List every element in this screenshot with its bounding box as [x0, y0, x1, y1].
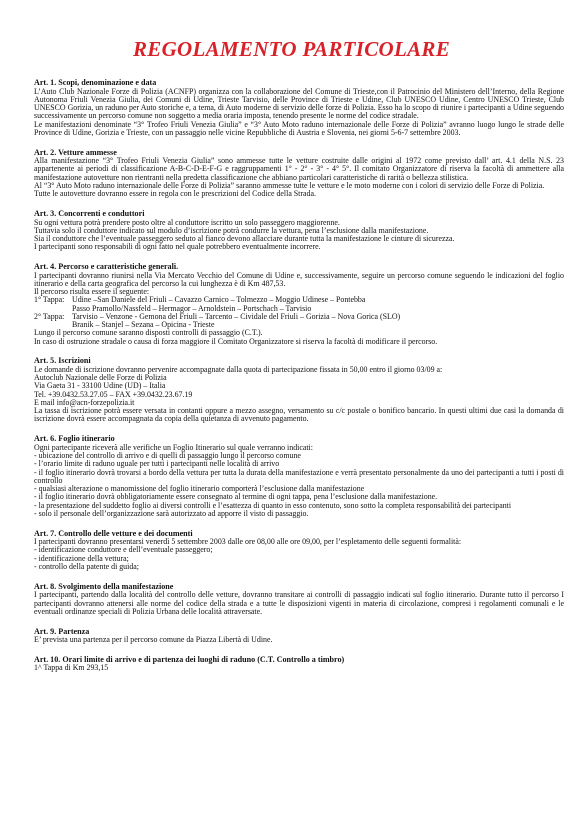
article-heading: Art. 2. Vetture ammesse: [34, 147, 117, 157]
article-section: [34, 263, 564, 346]
article-paragraph: Tuttavia solo il conduttore indicato sul modulo d’iscrizione potrà condurre la vettura, pena l’esclusione dalla manifestazione.: [34, 225, 429, 235]
article-section: [34, 79, 564, 137]
article-paragraph: In caso di ostruzione stradale o causa di forza maggiore il Comitato Organizzatore si riserva la facoltà di modificare il percorso.: [34, 336, 438, 346]
article-paragraph: I partecipanti sono responsabili di ogni fatto nel quale potrebbero eventualmente incorrere.: [34, 242, 321, 252]
article-heading: Art. 8. Svolgimento della manifestazione: [34, 581, 174, 591]
article-section: [34, 583, 564, 616]
article-section: [34, 357, 564, 423]
article-paragraph: La tassa di iscrizione potrà essere versata in contanti oppure a mezzo assegno, versamento su c/c postale o bonifico bancario. In questi ultimi due casi la domanda di iscrizione dovrà essere accompagnata da copia della quietanza di avvenuto pagamento.: [34, 406, 564, 424]
article-paragraph: Ogni partecipante riceverà alle verifiche un Foglio Itinerario sul quale verranno indicati:: [34, 442, 313, 452]
article-heading: Art. 5. Iscrizioni: [34, 356, 91, 366]
article-paragraph: - il foglio itinerario dovrà trovarsi a bordo della vettura per tutta la durata della manifestazione e verrà presentato personalmente da uno dei partecipanti a tutti i posti di controllo: [34, 467, 564, 485]
article-paragraph: Su ogni vettura potrà prendere posto oltre al conduttore iscritto un solo passeggero maggiorenne.: [34, 217, 340, 227]
article-paragraph: Al “3° Auto Moto raduno internazionale delle Forze di Polizia” saranno ammesse tutte le vetture e le moto moderne con i colori di servizio delle Forze di Polizia.: [34, 180, 545, 190]
article-heading: Art. 9. Partenza: [34, 626, 90, 636]
article-paragraph: - l’orario limite di raduno uguale per tutti i partecipanti nelle località di arrivo: [34, 459, 280, 469]
article-paragraph: Il percorso risulta essere il seguente:: [34, 287, 150, 297]
article-paragraph: - identificazione della vettura;: [34, 553, 129, 563]
article-paragraph: Tutte le autovetture dovranno essere in regola con le prescrizioni del Codice della Strada.: [34, 189, 316, 199]
article-heading: Art. 1. Scopi, denominazione e data: [34, 78, 157, 87]
article-paragraph: 1^ Tappa di Km 293,15: [34, 663, 109, 673]
article-paragraph: - solo il personale dell’organizzazione sarà autorizzato ad apporre il visto di passaggio.: [34, 508, 309, 518]
article-section: [34, 149, 564, 199]
article-heading: Art. 3. Concorrenti e conduttori: [34, 208, 145, 218]
article-paragraph: - qualsiasi alterazione o manomissione del foglio itinerario comporterà l’esclusione dalla manifestazione: [34, 484, 365, 494]
article-paragraph: - ubicazione del controllo di arrivo e di quelli di passaggio lungo il percorso comune: [34, 451, 301, 461]
route-stage-line: Udine –San Daniele del Friuli – Cavazzo Carnico – Tolmezzo – Moggio Udinese – Pontebba: [72, 295, 366, 305]
article-paragraph: I partecipanti, partendo dalla località del controllo delle vetture, dovranno transitare ai controlli di passaggio indicati sul foglio itinerario. Durante tutto il percorso I partecipanti dovranno attenersi alle norme del codice della strada e a tutte le disposizioni vigenti in materia di circolazione, compresi i regolamenti comunali e le eventuali ordinanze speciali di Polizia Urbana delle località attraversate.: [34, 590, 564, 616]
route-stage-line: Branik – Stanjel – Sezana – Opicina - Trieste: [72, 320, 215, 330]
article-paragraph: Le domande di iscrizione dovranno pervenire accompagnate dalla quota di partecipazione fissata in 50,00 entro il giorno 03/09 a:: [34, 364, 443, 374]
route-stage-label: 2° Tappa:: [34, 311, 65, 321]
article-paragraph: Tel. +39.0432.53.27.05 – FAX +39.0432.23.67.19: [34, 389, 193, 399]
regulation-body: [34, 79, 564, 684]
article-section: [34, 210, 564, 252]
article-paragraph: L’Auto Club Nazionale Forze di Polizia (ACNFP) organizza con la collaborazione del Comune di Trieste,con il Patrocinio del Ministero dell’Interno, della Regione Autonoma Friuli Venezia Giulia, dei Comuni di Udine, Trieste Tarvisio, delle Province di Trieste e Udine, Club UNESCO Udine, Centro UNESCO Trieste, Club UNESCO Gorizia, un raduno per Auto storiche e, a tema, di Auto moderne di servizio delle forze di Polizia. Esso ha lo scopo di riunire i partecipanti a Udine seguendo successivamente un percorso comune non soggetto a media oraria imposta, tenendo presente le norme del codice stradale.: [34, 86, 564, 121]
article-paragraph: Sia il conduttore che l’eventuale passeggero seduto al fianco devono allacciare durante tutta la manifestazione le cinture di sicurezza.: [34, 234, 455, 244]
article-paragraph: Autoclub Nazionale delle Forze di Polizia: [34, 373, 167, 383]
article-paragraph: - il foglio itinerario dovrà obbligatoriamente essere consegnato al termine di ogni tappa, pena l’esclusione dalla manifestazione.: [34, 492, 438, 502]
article-paragraph: - controllo della patente di guida;: [34, 561, 139, 571]
article-paragraph: I partecipanti dovranno presentarsi venerdì 5 settembre 2003 dalle ore 08,00 alle ore 09,00, per l’espletamento delle seguenti formalità:: [34, 537, 462, 547]
article-heading: Art. 10. Orari limite di arrivo e di partenza dei luoghi di raduno (C.T. Controllo a timbro): [34, 654, 345, 664]
article-paragraph: - identificazione conduttore e dell’eventuale passeggero;: [34, 545, 213, 555]
article-paragraph: E mail info@acn-forzepolizia.it: [34, 397, 135, 407]
route-stage-line: Tarvisio – Venzone - Gemona del Friuli – Tarcento – Cividale del Friuli – Gorizia – Nova Gorica (SLO): [72, 311, 401, 321]
article-section: [34, 530, 564, 572]
article-section: [34, 435, 564, 518]
article-heading: Art. 7. Controllo delle vetture e dei documenti: [34, 528, 193, 538]
article-paragraph: Via Gaeta 31 - 33100 Udine (UD) – Italia: [34, 381, 166, 391]
article-paragraph: Lungo il percorso comune saranno disposti controlli di passaggio (C.T.).: [34, 328, 263, 338]
article-paragraph: Alla manifestazione “3° Trofeo Friuli Venezia Giulia” sono ammesse tutte le vetture costruite dalle origini al 1972 come previsto dall’ art. 4.1 della N.S. 23 appartenente ai periodi di classificazione A-B-C-D-E-F-G e raggruppamenti 1° - 2° - 3° - 4° 5°. Il comitato Organizzatore di riserva la facoltà di ammettere alla manifestazione autovetture non rientranti nella predetta classificazione che abbiano particolari caratteristiche di rarità o bellezza stilistica.: [34, 156, 564, 182]
page-title: REGOLAMENTO PARTICOLARE: [132, 37, 451, 61]
route-stage-line: Passo Pramollo/Nassfeld – Hermagor – Arnoldstein – Portschach – Tarvisio: [72, 303, 312, 313]
article-paragraph: I partecipanti dovranno riunirsi nella Via Mercato Vecchio del Comune di Udine e, successivamente, seguire un percorso comune seguendo le indicazioni del foglio itinerario e della carta geografica del percorso la cui lunghezza è di Km 487,53.: [34, 270, 564, 288]
article-heading: Art. 6. Foglio itinerario: [34, 434, 115, 444]
article-paragraph: - la presentazione del suddetto foglio ai diversi controlli e l’esattezza di quanto in esso contenuto, sono sotto la completa responsabilità dei partecipanti: [34, 500, 512, 510]
article-section: [34, 656, 564, 673]
route-stage-label: 1° Tappa:: [34, 295, 65, 305]
article-heading: Art. 4. Percorso e caratteristiche generali.: [34, 262, 179, 272]
article-paragraph: Le manifestazioni denominate “3° Trofeo Friuli Venezia Giulia” e “3° Auto Moto raduno internazionale delle Forze di Polizia” avranno luogo lungo le strade delle Province di Udine, Gorizia e Trieste, con un passaggio nelle vicine Repubbliche di Austria e Slovenia, nei giorni 5-6-7 settembre 2003.: [34, 119, 564, 137]
article-section: [34, 628, 564, 645]
article-paragraph: E’ prevista una partenza per il percorso comune da Piazza Libertà di Udine.: [34, 635, 273, 645]
